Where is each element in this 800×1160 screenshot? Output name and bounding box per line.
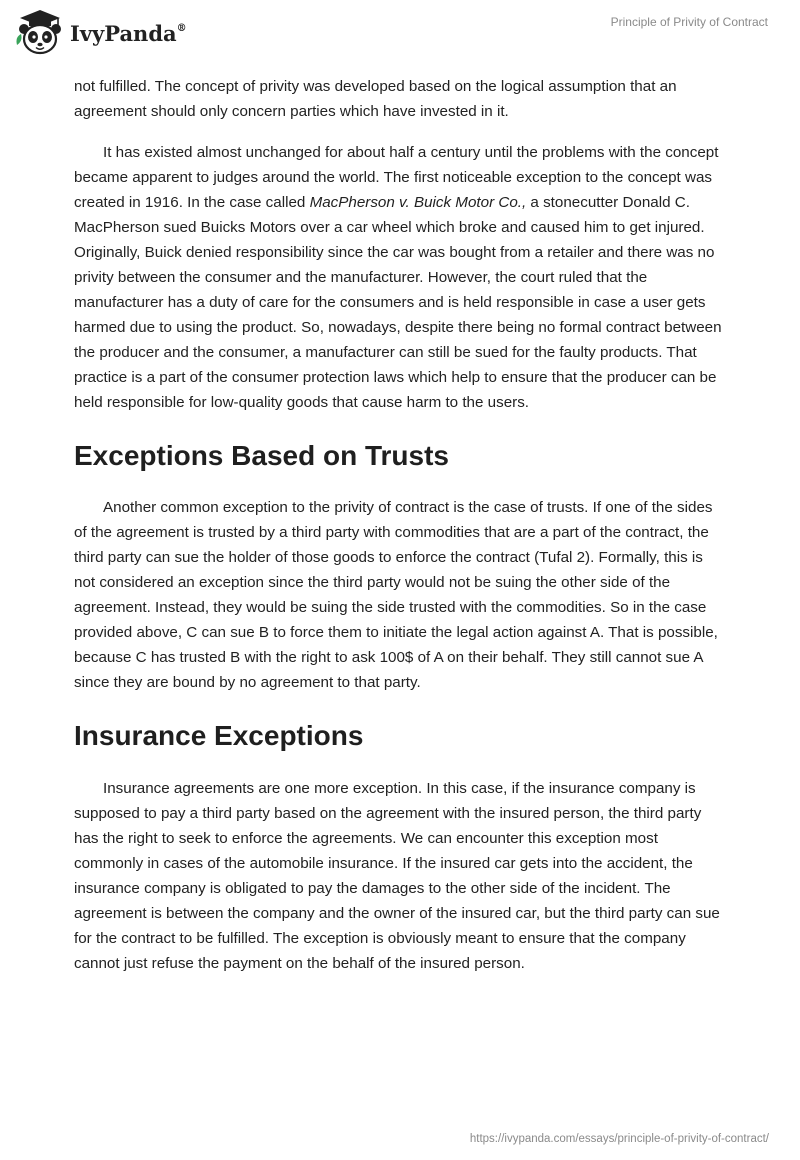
paragraph-continuation: not fulfilled. The concept of privity was developed based on the logical assumption that an agreement should only concern parties which have invested in it. (74, 78, 677, 120)
registered-mark: ® (176, 22, 187, 34)
page-header (0, 0, 800, 60)
paragraph-macpherson (74, 140, 726, 415)
panda-graduate-icon (14, 7, 66, 57)
paragraph-text: It has existed almost unchanged for about half a century until the problems with the concept became apparent to judges around the world. The first noticeable exception to the concept was created in 1916. In the case called (74, 144, 719, 211)
document-title: Principle of Privity of Contract (610, 15, 768, 29)
essay-content (74, 74, 726, 976)
case-citation: MacPherson v. Buick Motor Co., (309, 194, 527, 211)
source-url[interactable]: https://ivypanda.com/essays/principle-of-privity-of-contract/ (469, 1133, 769, 1145)
section-heading-insurance: Insurance Exceptions (74, 720, 364, 751)
paragraph-text: a stonecutter Donald C. MacPherson sued Buicks Motors over a car wheel which broke and caused him to get injured. Originally, Buick denied responsibility since the car was bought from a retailer and there was no privity between the consumer and the manufacturer. However, the court ruled that the manufacturer has a duty of care for the consumers and is held responsible in case a user gets harmed due to using the product. So, nowadays, despite there being no formal contract between the producer and the consumer, a manufacturer can still be sued for the faulty products. That practice is a part of the consumer protection laws which help to ensure that the producer can be held responsible for low-quality goods that cause harm to the users. (74, 194, 722, 411)
section-heading-trusts: Exceptions Based on Trusts (74, 440, 449, 471)
paragraph-insurance: Insurance agreements are one more exception. In this case, if the insurance company is supposed to pay a third party based on the agreement with the insured person, the third party has the right to seek to enforce the agreements. We can encounter this exception most commonly in cases of the automobile insurance. If the insured car gets into the accident, the insurance company is obligated to pay the damages to the other side of the incident. The agreement is between the company and the owner of the insured car, but the third party can sue for the contract to be fulfilled. The exception is obviously meant to ensure that the company cannot just refuse the payment on the behalf of the insured person. (74, 780, 720, 972)
logo[interactable] (14, 7, 187, 57)
logo-wordmark: IvyPanda (70, 20, 177, 46)
logo-text (70, 21, 187, 46)
paragraph-trusts: Another common exception to the privity of contract is the case of trusts. If one of the sides of the agreement is trusted by a third party with commodities that are a part of the contract, the third party can sue the holder of those goods to enforce the contract (Tufal 2). Formally, this is not considered an exception since the third party would not be suing the other side of the agreement. Instead, they would be suing the side trusted with the commodities. So in the case provided above, C can sue B to force them to initiate the legal action against A. That is possible, because C has trusted B with the right to ask 100$ of A on their behalf. They still cannot sue A since they are bound by no agreement to that party. (74, 499, 718, 691)
